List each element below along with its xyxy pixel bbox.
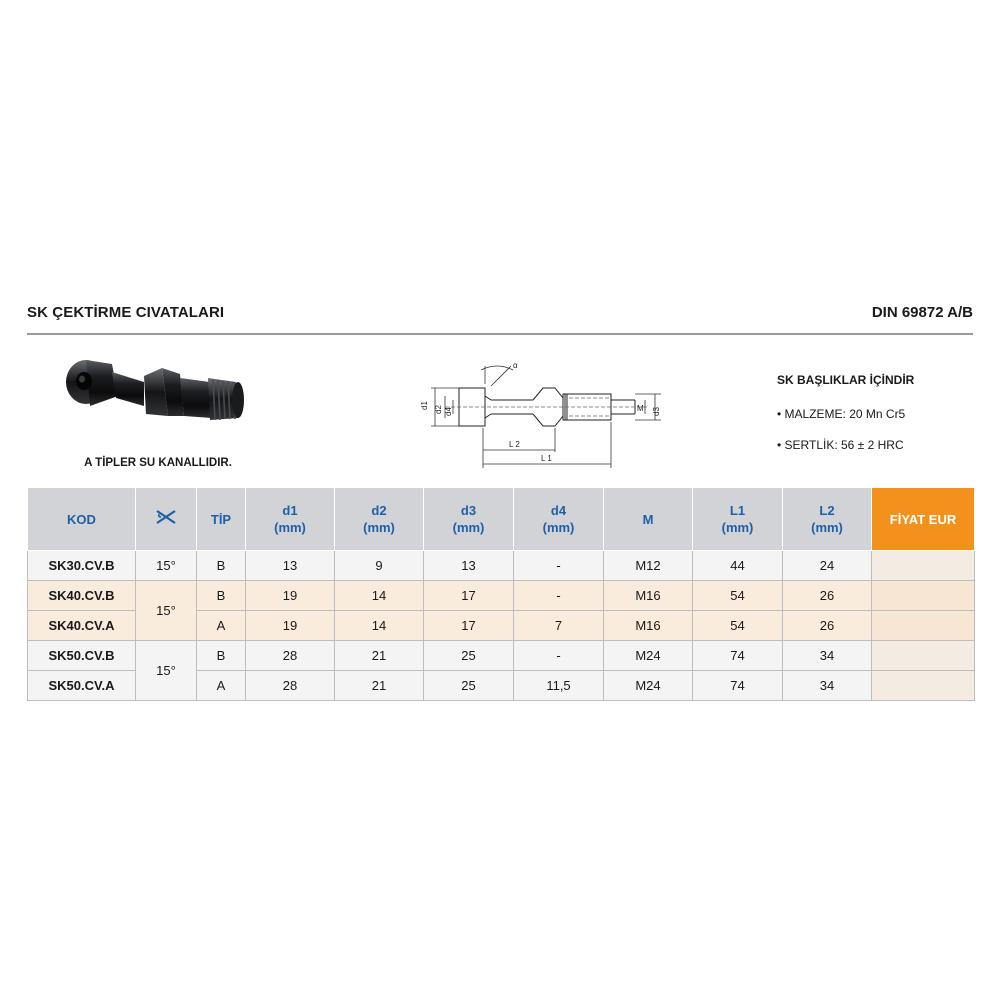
cell-kod: SK40.CV.B — [28, 581, 136, 611]
cell-l1: 54 — [693, 581, 783, 611]
cell-d4: - — [514, 581, 604, 611]
col-d1: d1 (mm) — [246, 488, 335, 551]
cell-price — [872, 611, 975, 641]
cell-d1: 28 — [246, 671, 335, 701]
col-l1: L1 (mm) — [693, 488, 783, 551]
label-m: M — [637, 404, 644, 413]
cell-tip: B — [197, 641, 246, 671]
cell-tip: A — [197, 611, 246, 641]
cell-l2: 26 — [783, 611, 872, 641]
cell-d2: 21 — [335, 671, 424, 701]
spec-hardness: • SERTLİK: 56 ± 2 HRC — [777, 438, 904, 452]
cell-d4: 11,5 — [514, 671, 604, 701]
cell-d4: 7 — [514, 611, 604, 641]
cell-m: M12 — [604, 551, 693, 581]
cell-kod: SK30.CV.B — [28, 551, 136, 581]
label-l1: L 1 — [541, 454, 552, 463]
technical-drawing — [415, 356, 665, 472]
cell-d2: 21 — [335, 641, 424, 671]
table-header-row — [28, 488, 975, 551]
spec-title: SK BAŞLIKLAR İÇİNDİR — [777, 373, 915, 387]
cell-l1: 54 — [693, 611, 783, 641]
spec-panel — [777, 373, 977, 469]
cell-l2: 34 — [783, 641, 872, 671]
cell-angle: 15° — [136, 581, 197, 641]
label-l2: L 2 — [509, 440, 520, 449]
cell-kod: SK50.CV.B — [28, 641, 136, 671]
col-d3: d3 (mm) — [424, 488, 514, 551]
table-row — [28, 581, 975, 611]
cell-d1: 19 — [246, 611, 335, 641]
col-kod: KOD — [28, 488, 136, 551]
cell-l2: 34 — [783, 671, 872, 701]
cell-m: M24 — [604, 641, 693, 671]
cell-d1: 19 — [246, 581, 335, 611]
cell-price — [872, 551, 975, 581]
cell-price — [872, 671, 975, 701]
standard-label: DIN 69872 A/B — [871, 304, 973, 321]
cell-l2: 26 — [783, 581, 872, 611]
header-divider — [27, 333, 973, 335]
label-angle: α — [513, 361, 518, 370]
cell-d3: 25 — [424, 671, 514, 701]
cell-l2: 24 — [783, 551, 872, 581]
col-m: M — [604, 488, 693, 551]
cell-kod: SK50.CV.A — [28, 671, 136, 701]
col-tip: TİP — [197, 488, 246, 551]
product-table — [27, 487, 975, 701]
spec-material: • MALZEME: 20 Mn Cr5 — [777, 407, 906, 421]
cell-d2: 14 — [335, 611, 424, 641]
col-d2: d2 (mm) — [335, 488, 424, 551]
label-d2: d2 — [434, 405, 443, 414]
label-d1: d1 — [420, 401, 429, 410]
cell-price — [872, 641, 975, 671]
cell-price — [872, 581, 975, 611]
cell-kod: SK40.CV.A — [28, 611, 136, 641]
cell-d4: - — [514, 551, 604, 581]
cell-tip: B — [197, 551, 246, 581]
label-d4: d4 — [444, 407, 453, 416]
cell-l1: 74 — [693, 671, 783, 701]
col-l2: L2 (mm) — [783, 488, 872, 551]
table-row — [28, 551, 975, 581]
cell-d1: 13 — [246, 551, 335, 581]
cell-angle: 15° — [136, 551, 197, 581]
alpha-angle-icon — [155, 509, 177, 525]
page-header — [27, 304, 973, 330]
page-title: SK ÇEKTİRME CIVATALARI — [27, 304, 225, 321]
cell-d1: 28 — [246, 641, 335, 671]
label-d3: d3 — [652, 407, 661, 416]
cell-m: M24 — [604, 671, 693, 701]
col-d4: d4 (mm) — [514, 488, 604, 551]
cell-d2: 14 — [335, 581, 424, 611]
col-price: FİYAT EUR — [872, 488, 975, 551]
cell-tip: A — [197, 671, 246, 701]
cell-d2: 9 — [335, 551, 424, 581]
table-row — [28, 641, 975, 671]
col-angle — [136, 488, 197, 551]
cell-d3: 17 — [424, 611, 514, 641]
cell-angle: 15° — [136, 641, 197, 701]
cell-l1: 74 — [693, 641, 783, 671]
pull-stud-photo — [60, 352, 250, 447]
cell-l1: 44 — [693, 551, 783, 581]
cell-d3: 17 — [424, 581, 514, 611]
cell-d3: 13 — [424, 551, 514, 581]
cell-m: M16 — [604, 581, 693, 611]
cell-d4: - — [514, 641, 604, 671]
photo-caption: A TİPLER SU KANALLIDIR. — [84, 457, 232, 469]
cell-d3: 25 — [424, 641, 514, 671]
cell-m: M16 — [604, 611, 693, 641]
cell-tip: B — [197, 581, 246, 611]
